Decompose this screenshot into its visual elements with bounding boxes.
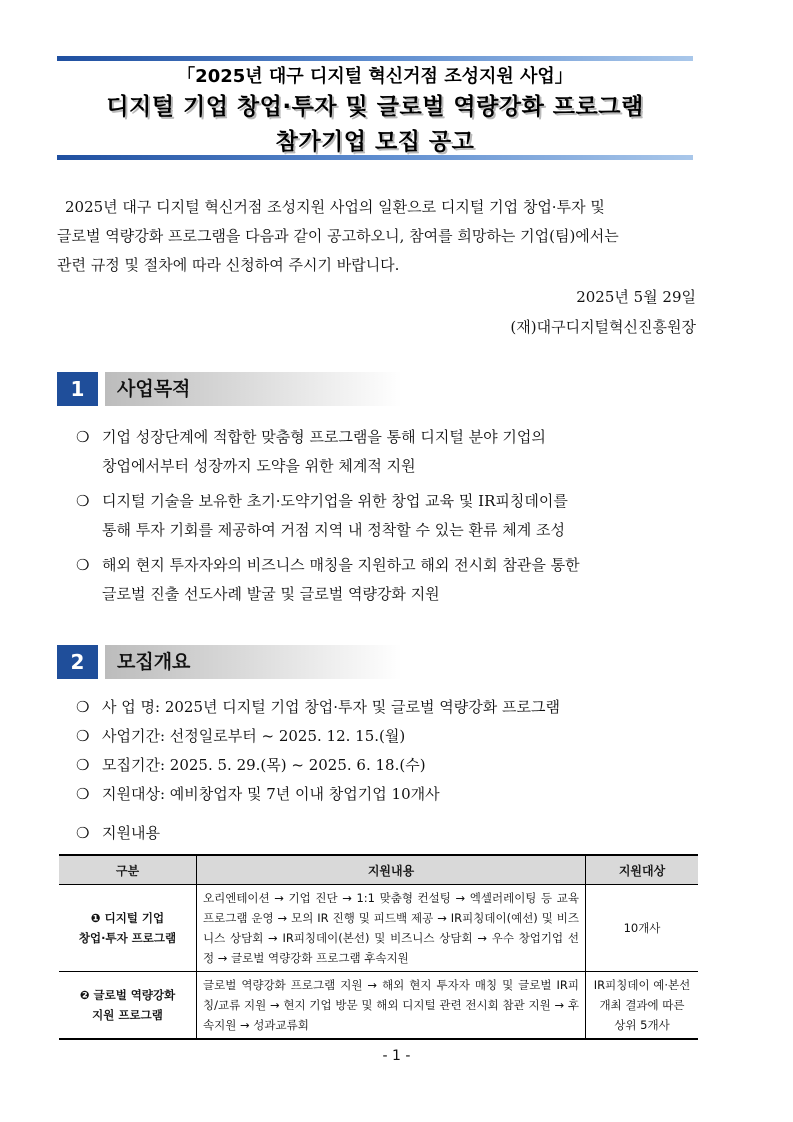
list-item-text: 사 업 명: 2025년 디지털 기업 창업·투자 및 글로벌 역량강화 프로그램 (102, 698, 560, 716)
target-line: 10개사 (623, 921, 661, 935)
list-item (72, 819, 692, 848)
title-bottom-rule (57, 155, 693, 160)
table-header-row (59, 855, 698, 885)
circle-bullet-icon: ❍ (76, 428, 90, 446)
column-header: 지원내용 (197, 855, 586, 885)
title-top-rule (57, 56, 693, 61)
list-item-text: 기업 성장단계에 적합한 맞춤형 프로그램을 통해 디지털 분야 기업의 (102, 428, 546, 446)
category-line: ❶ 디지털 기업 (90, 911, 165, 925)
circle-bullet-icon: ❍ (76, 556, 90, 574)
list-item-text: 지원대상: 예비창업자 및 7년 이내 창업기업 10개사 (102, 785, 440, 803)
notice-title: 참가기업 모집 공고 (275, 129, 475, 155)
list-item-text: 디지털 기술을 보유한 초기·도약기업을 위한 창업 교육 및 IR피칭데이를 (102, 492, 568, 510)
target-line: 개최 결과에 따른 (599, 998, 685, 1012)
list-item (72, 487, 692, 545)
list-item (72, 722, 692, 751)
list-item-text: 모집기간: 2025. 5. 29.(목) ~ 2025. 6. 18.(수) (102, 756, 426, 774)
list-item-text: 글로벌 진출 선도사례 발굴 및 글로벌 역량강화 지원 (102, 585, 440, 603)
notice-date: 2025년 5월 29일 (576, 288, 696, 306)
content-cell: 오리엔테이션 → 기업 진단 → 1:1 맞춤형 컨설팅 → 엑셀러레이팅 등 교육 프로그램 운영 → 모의 IR 진행 및 피드백 제공 → IR피칭데이(예선) 및 비즈니스 상담회 → IR피칭데이(본선) 및 비즈니스 상담회 → 우수 창업기업 선정 → 글로벌 역량강화 프로그램 후속지원 (197, 885, 586, 972)
intro-line: 2025년 대구 디지털 혁신거점 조성지원 사업의 일환으로 디지털 기업 창업·투자 및 (65, 198, 605, 216)
content-cell: 글로벌 역량강화 프로그램 지원 → 해외 현지 투자자 매칭 및 글로벌 IR피칭/교류 지원 → 현지 기업 방문 및 해외 디지털 관련 전시회 참관 지원 → 후속지원 → 성과교류회 (197, 972, 586, 1040)
category-line: ❷ 글로벌 역량강화 (79, 988, 176, 1002)
section-header-overview (57, 645, 402, 679)
list-item (72, 693, 692, 722)
circle-bullet-icon: ❍ (76, 727, 90, 745)
table-row (59, 885, 698, 972)
category-line: 지원 프로그램 (92, 1008, 163, 1022)
issuer: (재)대구디지털혁신진흥원장 (510, 318, 696, 336)
support-content-label (72, 819, 692, 848)
overview-list (72, 693, 692, 809)
list-item (72, 751, 692, 780)
target-cell (586, 885, 699, 972)
intro-line: 글로벌 역량강화 프로그램을 다음과 같이 공고하오니, 참여를 희망하는 기업(팀)에서는 (57, 227, 619, 245)
circle-bullet-icon: ❍ (76, 756, 90, 774)
list-item-text: 통해 투자 기회를 제공하여 거점 지역 내 정착할 수 있는 환류 체계 조성 (102, 521, 565, 539)
section-number: 1 (57, 372, 98, 406)
page-number: - 1 - (382, 1048, 411, 1064)
column-header: 구분 (59, 855, 197, 885)
circle-bullet-icon: ❍ (76, 785, 90, 803)
list-item-text: 사업기간: 선정일로부터 ~ 2025. 12. 15.(월) (102, 727, 406, 745)
target-line: IR피칭데이 예·본선 (593, 978, 691, 992)
support-table (59, 854, 698, 1040)
section-title: 사업목적 (117, 378, 191, 400)
list-item-text: 지원내용 (102, 824, 160, 842)
list-item (72, 551, 692, 609)
list-item-text: 창업에서부터 성장까지 도약을 위한 체계적 지원 (102, 457, 416, 475)
program-title: 디지털 기업 창업·투자 및 글로벌 역량강화 프로그램 (106, 94, 644, 120)
section-number: 2 (57, 645, 98, 679)
target-cell (586, 972, 699, 1040)
list-item (72, 423, 692, 481)
section-title: 모집개요 (117, 651, 191, 673)
list-item (72, 780, 692, 809)
circle-bullet-icon: ❍ (76, 698, 90, 716)
target-line: 상위 5개사 (614, 1018, 670, 1032)
category-line: 창업·투자 프로그램 (78, 931, 177, 945)
circle-bullet-icon: ❍ (76, 492, 90, 510)
intro-line: 관련 규정 및 절차에 따라 신청하여 주시기 바랍니다. (57, 256, 400, 274)
category-cell (59, 972, 197, 1040)
project-title: 「2025년 대구 디지털 혁신거점 조성지원 사업」 (177, 66, 573, 87)
circle-bullet-icon: ❍ (76, 824, 90, 842)
section-header-purpose (57, 372, 402, 406)
column-header: 지원대상 (586, 855, 699, 885)
category-cell (59, 885, 197, 972)
purpose-list (72, 423, 692, 615)
table-row (59, 972, 698, 1040)
list-item-text: 해외 현지 투자자와의 비즈니스 매칭을 지원하고 해외 전시회 참관을 통한 (102, 556, 580, 574)
intro-paragraph (57, 193, 698, 280)
